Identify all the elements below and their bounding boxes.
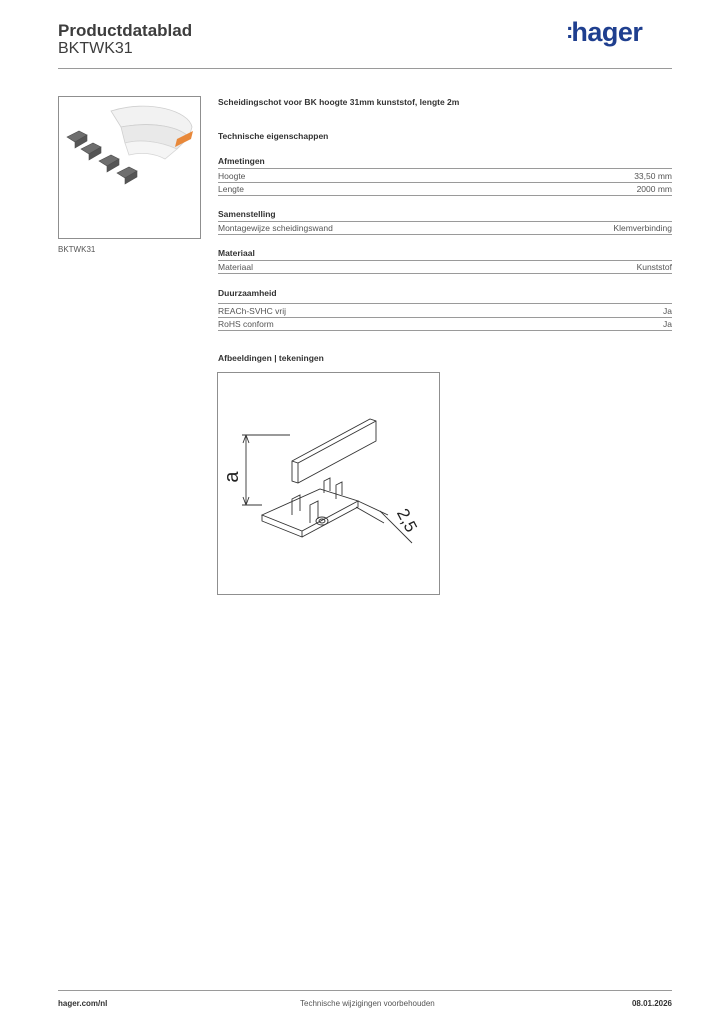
property-row <box>218 303 672 317</box>
property-label: Materiaal <box>218 262 253 272</box>
property-label: REACh-SVHC vrij <box>218 305 287 316</box>
technical-drawing <box>217 372 440 595</box>
section-title: Duurzaamheid <box>218 288 277 298</box>
product-code: BKTWK31 <box>58 40 133 57</box>
property-label: RoHS conform <box>218 319 274 329</box>
property-row <box>218 168 672 182</box>
footer-website: hager.com/nl <box>58 999 108 1008</box>
footer-disclaimer: Technische wijzigingen voorbehouden <box>300 999 435 1008</box>
hager-logo: :hager <box>566 17 643 47</box>
property-row <box>218 317 672 331</box>
technical-drawing-illustration <box>218 373 439 594</box>
property-value: Klemverbinding <box>613 223 672 233</box>
footer-divider <box>58 990 672 991</box>
page-title: Productdatablad <box>58 21 193 40</box>
footer-date: 08.01.2026 <box>631 999 672 1008</box>
section-title: Afmetingen <box>218 156 265 166</box>
product-description: Scheidingschot voor BK hoogte 31mm kunststof, lengte 2m <box>218 97 460 107</box>
properties-title: Technische eigenschappen <box>218 131 329 141</box>
property-value: Ja <box>663 319 672 329</box>
property-label: Hoogte <box>218 170 246 181</box>
property-value: 33,50 mm <box>634 170 672 181</box>
product-photo-illustration <box>59 97 200 238</box>
property-value: Kunststof <box>636 262 672 272</box>
property-row <box>218 260 672 274</box>
property-row <box>218 221 672 235</box>
section-duurzaamheid <box>218 288 672 331</box>
section-materiaal <box>218 248 672 274</box>
header-divider <box>58 68 672 69</box>
section-title: Samenstelling <box>218 209 276 219</box>
dimension-thickness-label: 2,5 <box>392 505 421 536</box>
property-label: Montagewijze scheidingswand <box>218 223 333 233</box>
dimension-a-label: a <box>221 471 243 483</box>
drawings-title: Afbeeldingen | tekeningen <box>218 353 324 363</box>
property-row <box>218 182 672 196</box>
section-afmetingen <box>218 156 672 196</box>
product-image <box>58 96 201 239</box>
section-title: Materiaal <box>218 248 255 258</box>
property-value: 2000 mm <box>636 184 672 194</box>
section-samenstelling <box>218 209 672 235</box>
property-value: Ja <box>663 305 672 316</box>
property-label: Lengte <box>218 184 244 194</box>
image-caption: BKTWK31 <box>58 245 96 254</box>
